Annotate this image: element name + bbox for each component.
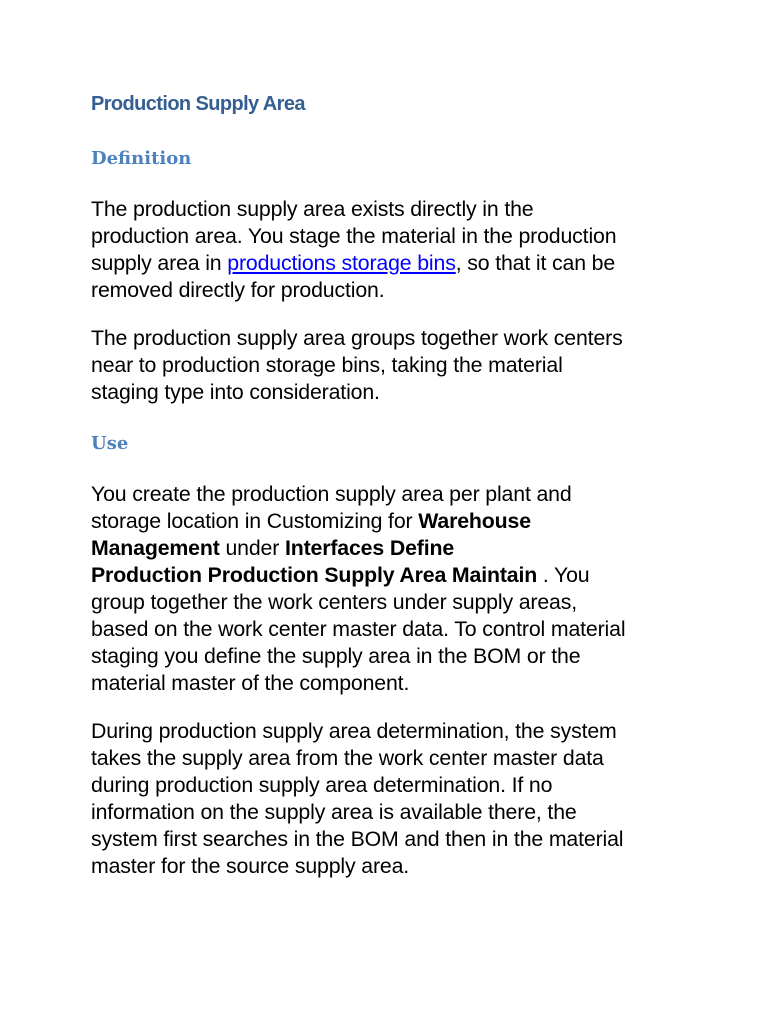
page-title: Production Supply Area [91, 93, 305, 115]
text-line: staging you define the supply area in the BOM or the [91, 644, 581, 668]
text-line: removed directly for production. [91, 278, 385, 302]
text-span: supply area in [91, 251, 228, 275]
text-span: , so that it can be [455, 251, 616, 275]
text-line: during production supply area determination. If no [91, 773, 553, 797]
text-line: information on the supply area is available there, the [91, 800, 577, 824]
bold-menu-path: Production Production Supply Area Maintain [91, 563, 538, 587]
text-line: The production supply area groups together work centers [91, 326, 623, 350]
bold-term-warehouse: Warehouse [418, 509, 531, 533]
text-line: staging type into consideration. [91, 380, 380, 404]
text-line [91, 562, 681, 589]
text-line: master for the source supply area. [91, 854, 410, 878]
text-line: You create the production supply area per plant and [91, 482, 572, 506]
text-line: based on the work center master data. To control material [91, 617, 626, 641]
bold-term-interfaces-define: Interfaces Define [284, 536, 455, 560]
text-line: group together the work centers under supply areas, [91, 590, 578, 614]
text-line [91, 508, 681, 535]
definition-paragraph-1 [91, 196, 681, 304]
text-line: production area. You stage the material in the production [91, 224, 617, 248]
definition-paragraph-2 [91, 325, 681, 406]
text-line: The production supply area exists directly in the [91, 197, 534, 221]
text-line-with-link [91, 250, 681, 277]
text-span: under [219, 536, 285, 560]
text-span: . You [537, 563, 590, 587]
bold-term-management: Management [91, 536, 220, 560]
text-line: system first searches in the BOM and then in the material [91, 827, 624, 851]
text-line: During production supply area determination, the system [91, 719, 617, 743]
section-heading-use: Use [91, 433, 129, 454]
use-paragraph-1 [91, 481, 681, 697]
use-paragraph-2 [91, 718, 681, 880]
productions-storage-bins-link[interactable]: productions storage bins [227, 251, 456, 275]
text-line: material master of the component. [91, 671, 410, 695]
text-line: takes the supply area from the work center master data [91, 746, 604, 770]
section-heading-definition: Definition [91, 148, 192, 169]
text-line [91, 535, 681, 562]
text-span: storage location in Customizing for [91, 509, 419, 533]
text-line: near to production storage bins, taking the material [91, 353, 563, 377]
